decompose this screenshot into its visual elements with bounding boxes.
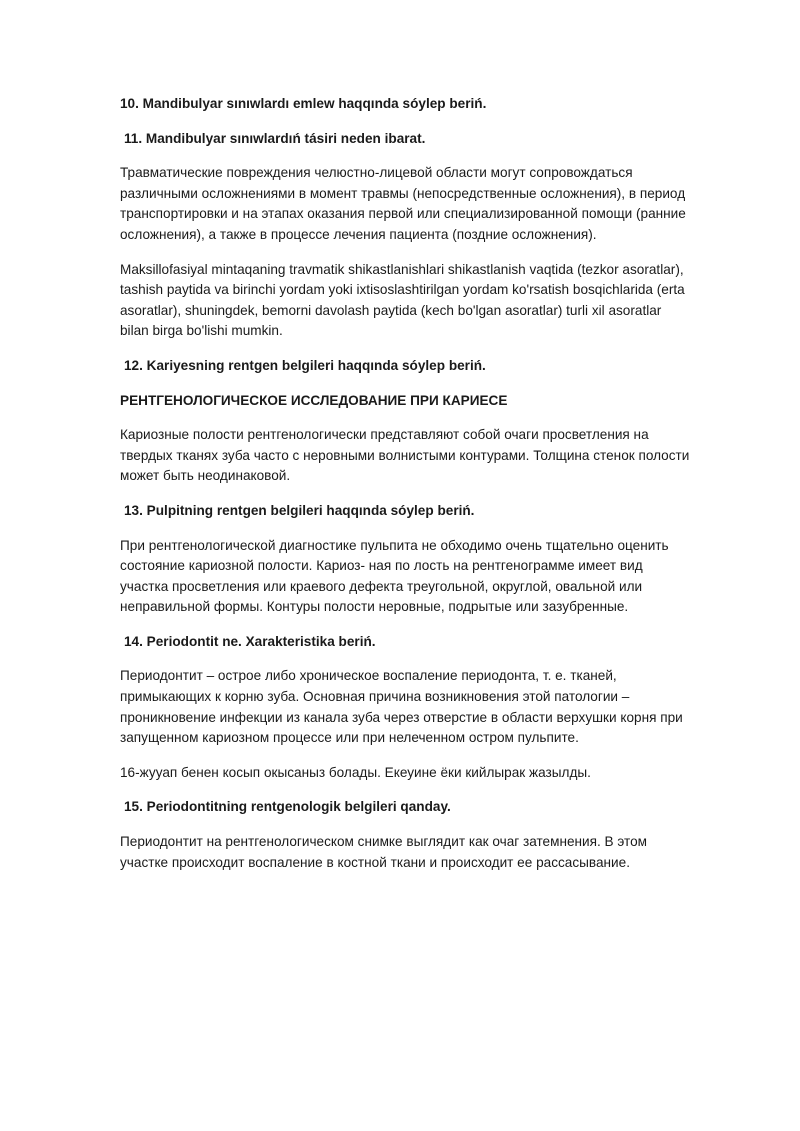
heading-q15: 15. Periodontitning rentgenologik belgileri qanday. bbox=[124, 799, 451, 815]
paragraph-caries: Кариозные полости рентгенологически представляют собой очаги просветления на твердых тканях зуба часто с неровными волнистыми контурами. Толщина стенок полости может быть неодинаковой. bbox=[120, 427, 690, 484]
paragraph-note: 16-жууап бенен косып окысаныз болады. Екеуине ёки кийлырак жазылды. bbox=[120, 764, 591, 780]
heading-q13: 13. Pulpitning rentgen belgileri haqqında sóylep beriń. bbox=[124, 502, 475, 518]
paragraph-periodontitis-xray: Периодонтит на рентгенологическом снимке выглядит как очаг затемнения. В этом участке происходит воспаление в костной ткани и происходит ее рассасывание. bbox=[120, 834, 648, 870]
paragraph-periodontitis: Периодонтит – острое либо хроническое воспаление периодонта, т. е. тканей, примыкающих к корню зуба. Основная причина возникновения этой патологии – проникновение инфекции из канала зуба через отверстие в области верхушки корня при запущенном кариозном процессе или при нелеченном остром пульпите. bbox=[120, 668, 683, 746]
paragraph-complications-ru: Травматические повреждения челюстно-лицевой области могут сопровождаться различными осложнениями в момент травмы (непосредственные осложнения), в период транспортировки и на этапах оказания первой или специализированной помощи (ранние осложнения), а также в процессе лечения пациента (поздние осложнения). bbox=[120, 165, 686, 242]
heading-caries-xray: РЕНТГЕНОЛОГИЧЕСКОЕ ИССЛЕДОВАНИЕ ПРИ КАРИЕСЕ bbox=[120, 392, 508, 408]
paragraph-pulpitis: При рентгенологической диагностике пульпита не обходимо очень тщательно оценить состояние кариозной полости. Кариоз- ная по лость на рентгенограмме имеет вид участка просветления или краевого дефекта треугольной, округлой, овальной или неправильной формы. Контуры полости неровные, подрытые или зазубренные. bbox=[120, 537, 669, 615]
heading-q12: 12. Kariyesning rentgen belgileri haqqında sóylep beriń. bbox=[124, 357, 486, 373]
paragraph-complications-uz: Maksillofasiyal mintaqaning travmatik shikastlanishlari shikastlanish vaqtida (tezkor asoratlar), tashish paytida va birinchi yordam yoki ixtisoslashtirilgan yordam ko'rsatish bosqichlarida (erta asoratlar), shuningdek, bemorni davolash paytida (kech bo'lgan asoratlar) turli xil asoratlar bilan birga bo'lishi mumkin. bbox=[120, 261, 685, 339]
heading-q10: 10. Mandibulyar sınıwlardı emlew haqqında sóylep beriń. bbox=[120, 96, 487, 111]
heading-q11: 11. Mandibulyar sınıwlardıń tásiri neden ibarat. bbox=[124, 130, 426, 146]
heading-q14: 14. Periodontit ne. Xarakteristika beriń. bbox=[124, 633, 376, 649]
